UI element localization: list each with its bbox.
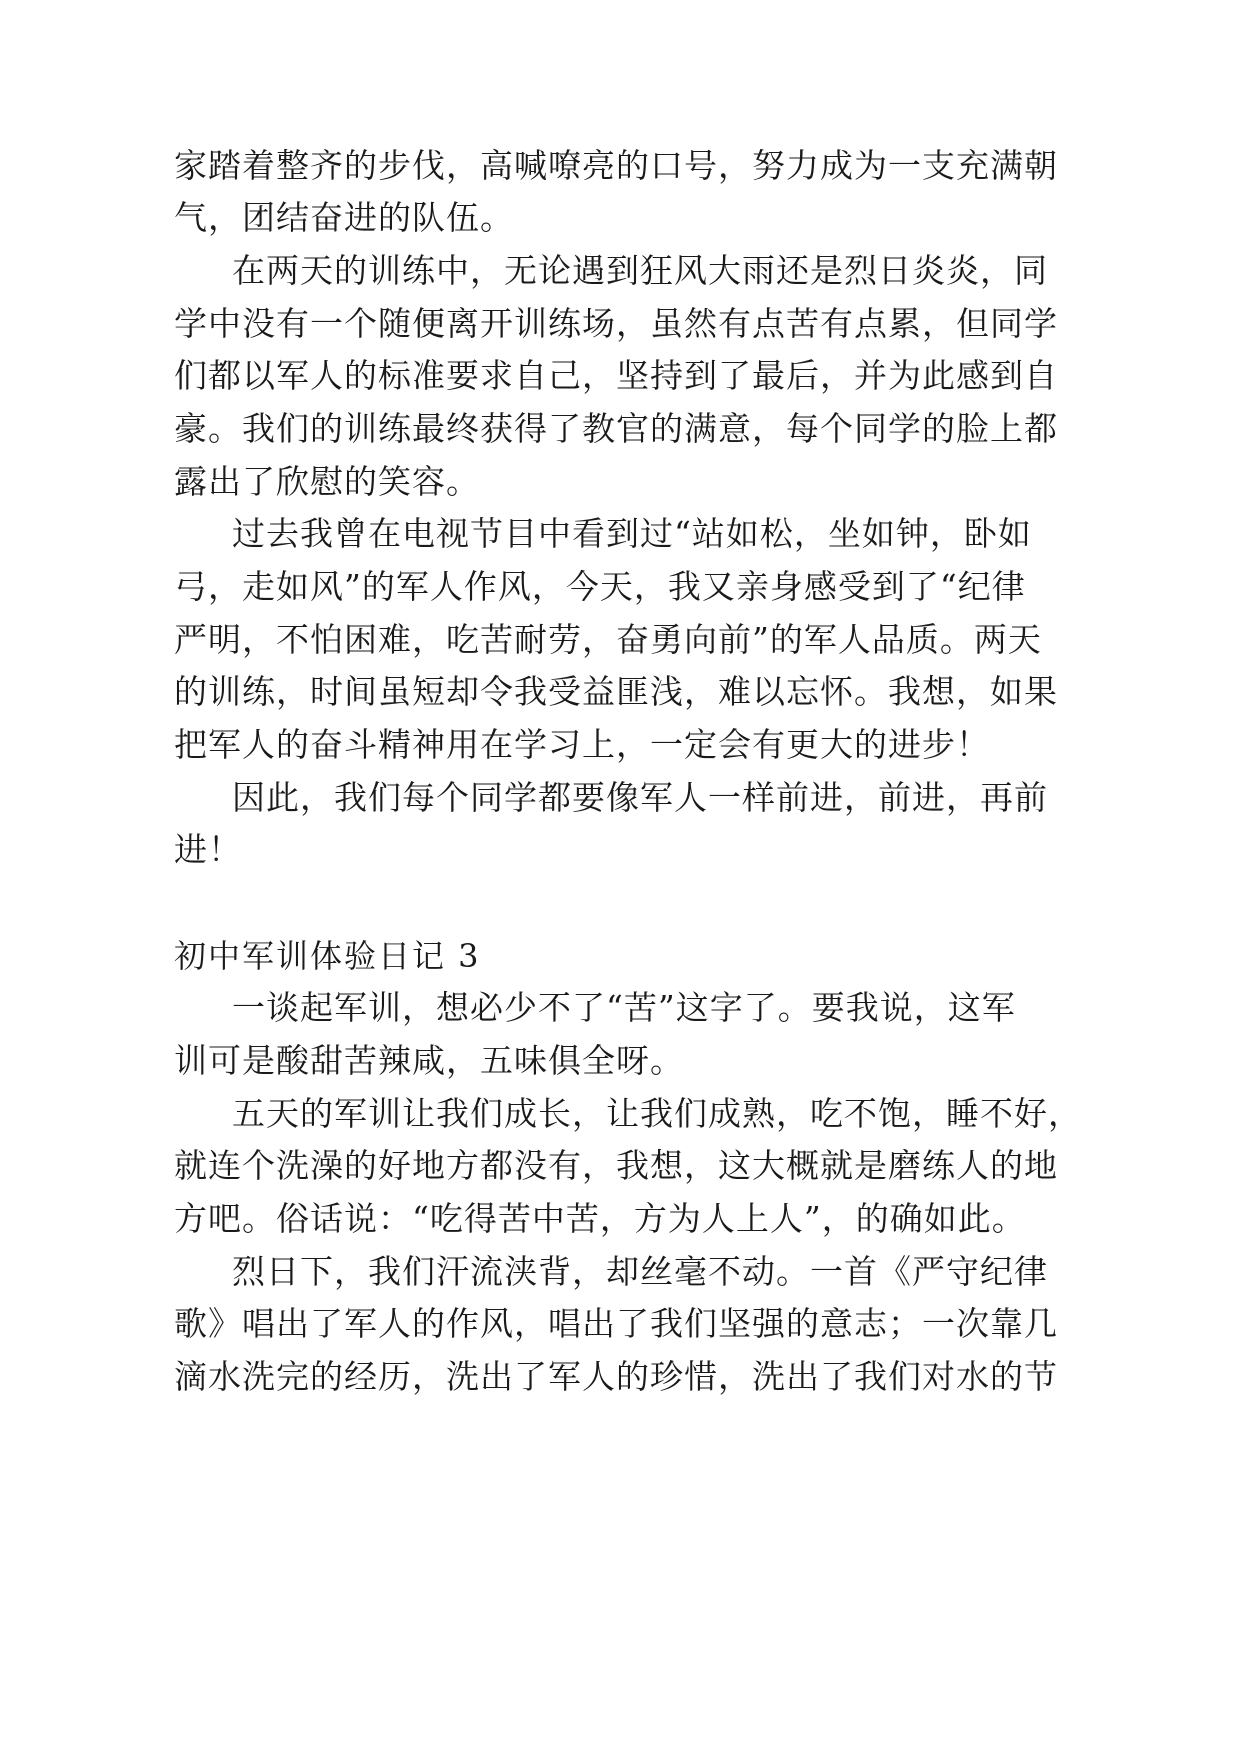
- text-line: 方吧。俗话说：“吃得苦中苦，方为人上人”，的确如此。: [174, 1199, 1026, 1238]
- text-line: 的训练，时间虽短却令我受益匪浅，难以忘怀。我想，如果: [174, 672, 1058, 711]
- text-line: 过去我曾在电视节目中看到过“站如松，坐如钟，卧如: [232, 514, 1032, 553]
- text-line: 气，团结奋进的队伍。: [174, 198, 514, 237]
- text-line: 歌》唱出了军人的作风，唱出了我们坚强的意志；一次靠几: [174, 1304, 1058, 1343]
- text-line: 因此，我们每个同学都要像军人一样前进，前进，再前: [232, 778, 1048, 817]
- text-line: 在两天的训练中，无论遇到狂风大雨还是烈日炎炎，同: [232, 251, 1048, 290]
- text-line: 进！: [174, 830, 242, 869]
- text-line: 烈日下，我们汗流浃背，却丝毫不动。一首《严守纪律: [232, 1252, 1048, 1291]
- text-line: 学中没有一个随便离开训练场，虽然有点苦有点累，但同学: [174, 304, 1058, 343]
- text-line: 五天的军训让我们成长，让我们成熟，吃不饱，睡不好，: [232, 1094, 1082, 1133]
- text-line: 弓，走如风”的军人作风，今天，我又亲身感受到了“纪律: [174, 567, 1026, 606]
- text-line: 滴水洗完的经历，洗出了军人的珍惜，洗出了我们对水的节: [174, 1357, 1058, 1396]
- text-line: 露出了欣慰的笑容。: [174, 462, 480, 501]
- text-line: 豪。我们的训练最终获得了教官的满意，每个同学的脸上都: [174, 409, 1058, 448]
- text-line: 家踏着整齐的步伐，高喊嘹亮的口号，努力成为一支充满朝: [174, 146, 1058, 185]
- text-line: 一谈起军训，想必少不了“苦”这字了。要我说，这军: [232, 988, 1016, 1027]
- section-heading: 初中军训体验日记 3: [174, 937, 481, 975]
- text-line: 就连个洗澡的好地方都没有，我想，这大概就是磨练人的地: [174, 1146, 1058, 1185]
- text-line: 严明，不怕困难，吃苦耐劳，奋勇向前”的军人品质。两天: [174, 620, 1042, 659]
- text-line: 们都以军人的标准要求自己，坚持到了最后，并为此感到自: [174, 356, 1058, 395]
- text-line: 把军人的奋斗精神用在学习上，一定会有更大的进步！: [174, 725, 990, 764]
- text-line: 训可是酸甜苦辣咸，五味俱全呀。: [174, 1041, 684, 1080]
